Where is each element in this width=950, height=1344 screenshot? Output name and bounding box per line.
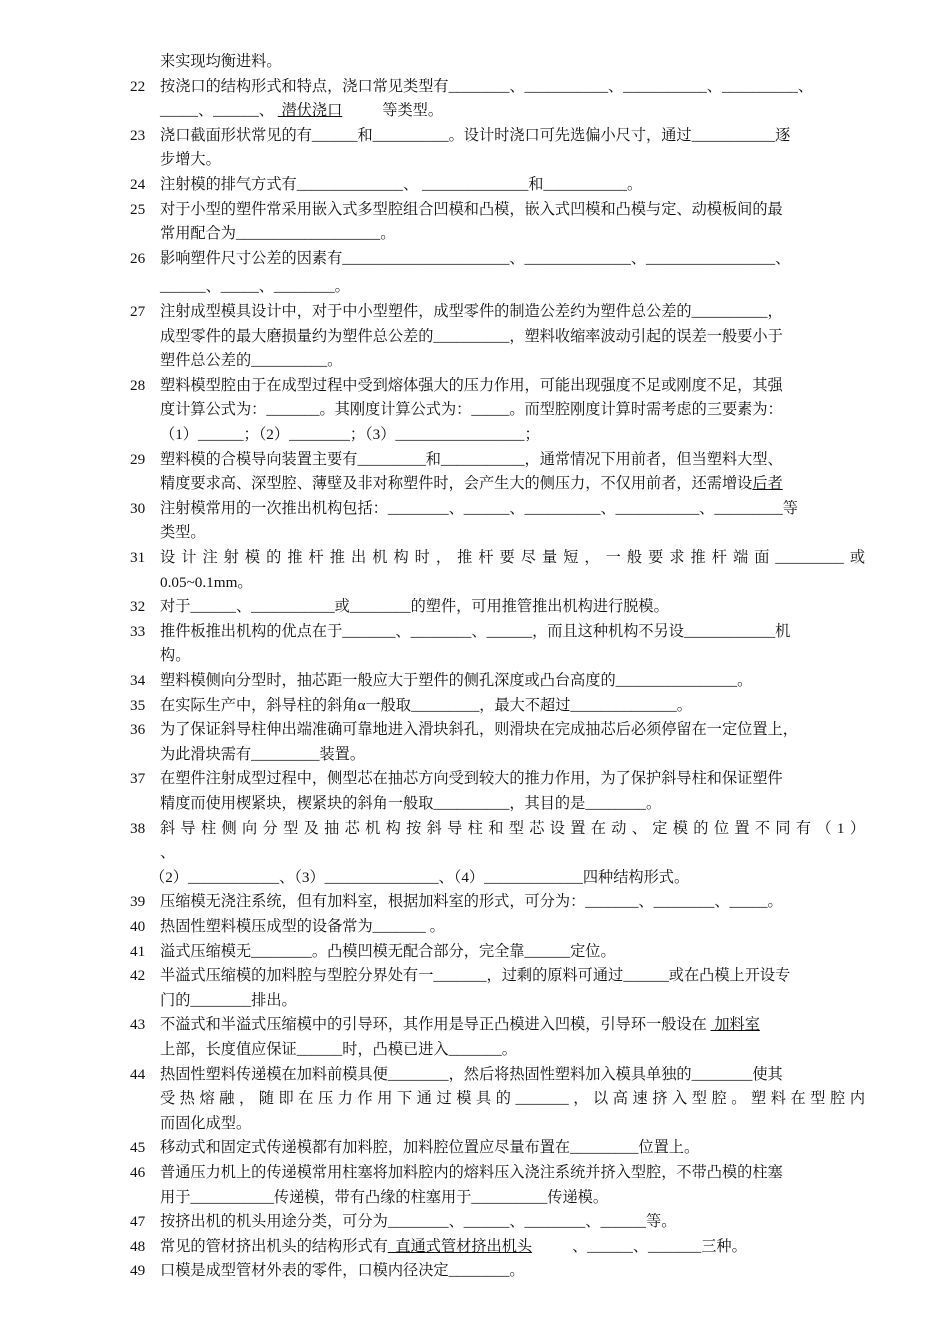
question-number: 33 bbox=[130, 622, 146, 640]
question-line bbox=[130, 964, 865, 988]
continuation-line bbox=[130, 50, 865, 74]
question-line bbox=[130, 1161, 865, 1185]
question-text bbox=[160, 644, 865, 668]
question-text bbox=[160, 989, 865, 1013]
question-line bbox=[130, 940, 865, 964]
question-text bbox=[160, 1259, 865, 1283]
question-number: 48 bbox=[130, 1237, 146, 1255]
text-segment: 为了保证斜导柱伸出端准确可靠地进入滑块斜孔，则滑块在完成抽芯后必须停留在一定位置上， bbox=[160, 721, 798, 739]
text-segment: 对于______、___________或________的塑件，可用推管推出机构进行脱模。 bbox=[160, 598, 669, 616]
question-line bbox=[130, 1235, 865, 1259]
continuation-line bbox=[130, 148, 865, 172]
question-number: 39 bbox=[130, 893, 146, 911]
question-text bbox=[160, 198, 865, 222]
question-text bbox=[160, 1186, 865, 1210]
question-number: 27 bbox=[130, 303, 146, 320]
question-text bbox=[160, 1063, 865, 1087]
question-text bbox=[160, 1161, 865, 1185]
question-text bbox=[160, 694, 865, 718]
text-segment: 压缩模无浇注系统，但有加料室，根据加料室的形式，可分为：_______、________、_____。 bbox=[160, 893, 783, 911]
continuation-line bbox=[130, 989, 865, 1013]
question-line bbox=[130, 595, 865, 619]
text-segment: 斜导柱侧向分型及抽芯机构按斜导柱和型芯设置在动、定模的位置不同有（1） bbox=[160, 819, 865, 837]
question-line bbox=[130, 718, 865, 742]
continuation-line bbox=[130, 222, 865, 246]
text-segment: 塑料模侧向分型时，抽芯距一般应大于塑件的侧孔深度或凸台高度的________________。 bbox=[160, 672, 753, 689]
question-text bbox=[160, 148, 865, 172]
question-text bbox=[160, 472, 865, 496]
question-line bbox=[130, 124, 865, 148]
text-segment: 为此滑块需有_________装置。 bbox=[160, 745, 366, 763]
question-number: 45 bbox=[130, 1139, 146, 1157]
text-segment: 半溢式压缩模的加料腔与型腔分界处有一_______，过剩的原料可通过______或在凸模上开设专 bbox=[160, 967, 791, 985]
question-text bbox=[160, 964, 865, 988]
filled-answer: 直通式管材挤出机头 bbox=[387, 1237, 533, 1255]
continuation-line bbox=[130, 1038, 865, 1062]
question-number: 30 bbox=[130, 499, 146, 517]
question-number: 32 bbox=[130, 598, 146, 616]
text-segment: 用于___________传递模，带有凸缘的柱塞用于__________传递模。 bbox=[160, 1188, 609, 1206]
continuation-line bbox=[130, 423, 865, 447]
text-segment: 设计注射模的推杆推出机构时，推杆要尽量短，一般要求推杆端面_________或 bbox=[160, 549, 865, 566]
continuation-line bbox=[130, 349, 865, 373]
text-segment: 步增大。 bbox=[160, 151, 221, 169]
question-text bbox=[160, 75, 865, 99]
question-number: 47 bbox=[130, 1213, 146, 1231]
continuation-line bbox=[130, 644, 865, 668]
continuation-line bbox=[130, 99, 865, 123]
text-segment: 注射成型模具设计中，对于中小型塑件，成型零件的制造公差约为塑件总公差的__________， bbox=[160, 303, 783, 320]
text-segment: 精度要求高、深型腔、薄壁及非对称塑件时，会产生大的侧压力，不仅用前者，还需增设 bbox=[160, 475, 753, 493]
continuation-line bbox=[130, 472, 865, 496]
question-text bbox=[160, 423, 865, 447]
question-number: 46 bbox=[130, 1164, 146, 1181]
question-text bbox=[160, 669, 865, 693]
question-text bbox=[160, 275, 865, 299]
question-line bbox=[130, 620, 865, 644]
question-text bbox=[160, 767, 865, 791]
question-number: 43 bbox=[130, 1016, 146, 1034]
question-line bbox=[130, 669, 865, 693]
question-line bbox=[130, 767, 865, 791]
question-text bbox=[160, 124, 865, 148]
question-number: 23 bbox=[130, 126, 146, 144]
question-line bbox=[130, 694, 865, 718]
text-segment: 按浇口的结构形式和特点，浇口常见类型有________、___________、___________、__________、 bbox=[160, 77, 814, 95]
continuation-line bbox=[130, 398, 865, 422]
question-line bbox=[130, 247, 865, 271]
text-segment: 塑料模的合模导向装置主要有_________和___________，通常情况下用前者，但当塑料大型、 bbox=[160, 450, 783, 468]
question-text bbox=[160, 940, 865, 964]
text-segment: 类型。 bbox=[160, 524, 206, 542]
question-text bbox=[150, 866, 855, 890]
question-line bbox=[130, 1259, 865, 1283]
question-line bbox=[130, 1063, 865, 1087]
continuation-line bbox=[130, 792, 865, 816]
question-text bbox=[160, 792, 865, 816]
continuation-line bbox=[130, 1112, 865, 1136]
question-line bbox=[130, 497, 865, 521]
question-text bbox=[160, 50, 865, 74]
continuation-line bbox=[130, 1186, 865, 1210]
text-segment: 来实现均衡进料。 bbox=[160, 53, 282, 70]
question-text bbox=[160, 99, 865, 123]
text-segment: 门的________排出。 bbox=[160, 991, 297, 1009]
question-number: 41 bbox=[130, 942, 146, 960]
question-line bbox=[130, 546, 865, 570]
question-text bbox=[160, 743, 865, 767]
question-line bbox=[130, 448, 865, 472]
question-text bbox=[160, 173, 865, 197]
text-segment: 口模是成型管材外表的零件，口模内径决定________。 bbox=[160, 1262, 525, 1280]
question-text bbox=[160, 718, 865, 742]
question-text bbox=[160, 1013, 865, 1037]
continuation-line bbox=[130, 841, 865, 865]
text-segment: （1）______；（2）________；（3）_________________； bbox=[160, 426, 540, 443]
text-segment: 注射模的排气方式有______________、 ______________和___________。 bbox=[160, 176, 643, 193]
text-segment: 影响塑件尺寸公差的因素有______________________、______________、_________________、 bbox=[160, 249, 791, 267]
question-number: 44 bbox=[130, 1065, 146, 1083]
question-number: 28 bbox=[130, 376, 146, 394]
question-text bbox=[160, 398, 865, 422]
text-segment: 按挤出机的机头用途分类，可分为________、______、________、______等。 bbox=[160, 1213, 677, 1231]
text-segment: 常用配合为___________________。 bbox=[160, 225, 396, 243]
text-segment: 、______、_______三种。 bbox=[572, 1237, 747, 1255]
question-text bbox=[160, 841, 865, 865]
question-text bbox=[160, 1210, 865, 1234]
text-segment: 在塑件注射成型过程中，侧型芯在抽芯方向受到较大的推力作用，为了保护斜导柱和保证塑件 bbox=[160, 770, 783, 788]
text-segment: 在实际生产中，斜导柱的斜角α一般取_________，最大不超过______________。 bbox=[160, 696, 692, 714]
question-line bbox=[130, 1136, 865, 1160]
question-line bbox=[130, 198, 865, 222]
question-text bbox=[160, 546, 865, 570]
question-line bbox=[130, 915, 865, 939]
text-segment: 对于小型的塑件常采用嵌入式多型腔组合凹模和凸模，嵌入式凹模和凸模与定、动模板间的最 bbox=[160, 200, 783, 218]
question-text bbox=[160, 521, 865, 545]
question-number: 37 bbox=[130, 770, 146, 788]
continuation-line bbox=[130, 571, 865, 595]
text-segment: 构。 bbox=[160, 647, 191, 665]
question-text bbox=[160, 300, 865, 324]
question-text bbox=[160, 247, 865, 271]
question-text bbox=[160, 325, 865, 349]
text-segment: 、 bbox=[160, 844, 176, 862]
text-segment: 受热熔融，随即在压力作用下通过模具的_______，以高速挤入型腔。塑料在型腔内 bbox=[160, 1090, 865, 1108]
question-line bbox=[130, 374, 865, 398]
question-number: 31 bbox=[130, 549, 146, 566]
text-segment: 而固化成型。 bbox=[160, 1114, 252, 1132]
text-segment: 热固性塑料传递模在加料前模具便________，然后将热固性塑料加入模具单独的________使其 bbox=[160, 1065, 783, 1083]
text-segment: 精度而使用楔紧块，楔紧块的斜角一般取__________，其目的是________。 bbox=[160, 795, 662, 812]
text-segment: _____、______、 bbox=[160, 102, 278, 120]
question-number: 29 bbox=[130, 450, 146, 468]
question-text bbox=[160, 222, 865, 246]
continuation-line bbox=[130, 325, 865, 349]
continuation-line bbox=[130, 866, 865, 890]
question-text bbox=[160, 374, 865, 398]
text-segment: 成型零件的最大磨损量约为塑件总公差的__________，塑料收缩率波动引起的误差一般要小于 bbox=[160, 327, 783, 345]
question-number: 26 bbox=[130, 249, 146, 267]
text-segment: 浇口截面形状常见的有______和__________。设计时浇口可先选偏小尺寸，通过___________逐 bbox=[160, 126, 791, 144]
text-segment: ______、_____、________。 bbox=[160, 278, 350, 296]
filled-answer: 后者 bbox=[752, 475, 783, 493]
question-text bbox=[160, 1112, 865, 1136]
filled-answer: 加料室 bbox=[710, 1016, 760, 1034]
text-segment: （2）____________、（3）_______________、（4）_____________四种结构形式。 bbox=[150, 868, 690, 886]
question-line bbox=[130, 300, 865, 324]
question-text bbox=[160, 1087, 865, 1111]
continuation-line bbox=[130, 743, 865, 767]
question-text bbox=[160, 890, 865, 914]
question-number: 40 bbox=[130, 918, 146, 935]
question-number: 38 bbox=[130, 819, 146, 837]
continuation-line bbox=[130, 275, 865, 299]
text-segment: 推件板推出机构的优点在于_______、________、______，而且这种机构不另设____________机 bbox=[160, 622, 791, 640]
question-text bbox=[160, 497, 865, 521]
question-text bbox=[160, 448, 865, 472]
text-segment: 移动式和固定式传递模都有加料腔，加料腔位置应尽量布置在_________位置上。 bbox=[160, 1139, 700, 1157]
question-number: 34 bbox=[130, 672, 146, 689]
question-line bbox=[130, 1013, 865, 1037]
text-segment: 塑件总公差的__________。 bbox=[160, 352, 343, 370]
question-number: 49 bbox=[130, 1262, 146, 1280]
text-segment: 常见的管材挤出机头的结构形式有 bbox=[160, 1237, 388, 1255]
question-text bbox=[160, 349, 865, 373]
continuation-line bbox=[130, 1087, 865, 1111]
question-number: 35 bbox=[130, 696, 146, 714]
text-segment: 等类型。 bbox=[382, 102, 443, 120]
question-line bbox=[130, 1210, 865, 1234]
continuation-line bbox=[130, 521, 865, 545]
text-segment: 热固性塑料模压成型的设备常为_______ 。 bbox=[160, 918, 445, 935]
question-number: 25 bbox=[130, 200, 146, 218]
question-line bbox=[130, 173, 865, 197]
question-line bbox=[130, 75, 865, 99]
question-number: 24 bbox=[130, 176, 146, 193]
filled-answer: 潜伏浇口 bbox=[277, 102, 343, 120]
question-number: 36 bbox=[130, 721, 146, 739]
text-segment: 塑料模型腔由于在成型过程中受到熔体强大的压力作用，可能出现强度不足或刚度不足，其强 bbox=[160, 376, 783, 394]
text-segment: 0.05~0.1mm。 bbox=[160, 573, 253, 591]
text-segment: 注射模常用的一次推出机构包括：________、______、__________、___________、_________等 bbox=[160, 499, 798, 517]
question-text bbox=[160, 915, 865, 939]
question-text bbox=[160, 1235, 865, 1259]
question-text bbox=[160, 817, 865, 841]
text-segment: 不溢式和半溢式压缩模中的引导环，其作用是导正凸模进入凹模，引导环一般设在 bbox=[160, 1016, 711, 1034]
question-text bbox=[160, 1136, 865, 1160]
question-number: 22 bbox=[130, 77, 146, 95]
question-text bbox=[160, 595, 865, 619]
text-segment: 普通压力机上的传递模常用柱塞将加料腔内的熔料压入浇注系统并挤入型腔，不带凸模的柱塞 bbox=[160, 1164, 783, 1181]
text-segment: 溢式压缩模无________。凸模凹模无配合部分，完全靠______定位。 bbox=[160, 942, 616, 960]
text-segment: 度计算公式为：_______。其刚度计算公式为：_____。而型腔刚度计算时需考虑的三要素为： bbox=[160, 401, 783, 419]
question-text bbox=[160, 620, 865, 644]
question-text bbox=[160, 1038, 865, 1062]
question-line bbox=[130, 817, 865, 841]
question-number: 42 bbox=[130, 967, 146, 985]
question-line bbox=[130, 890, 865, 914]
text-segment: 上部，长度值应保证______时，凸模已进入_______。 bbox=[160, 1041, 517, 1058]
question-text bbox=[160, 571, 865, 595]
